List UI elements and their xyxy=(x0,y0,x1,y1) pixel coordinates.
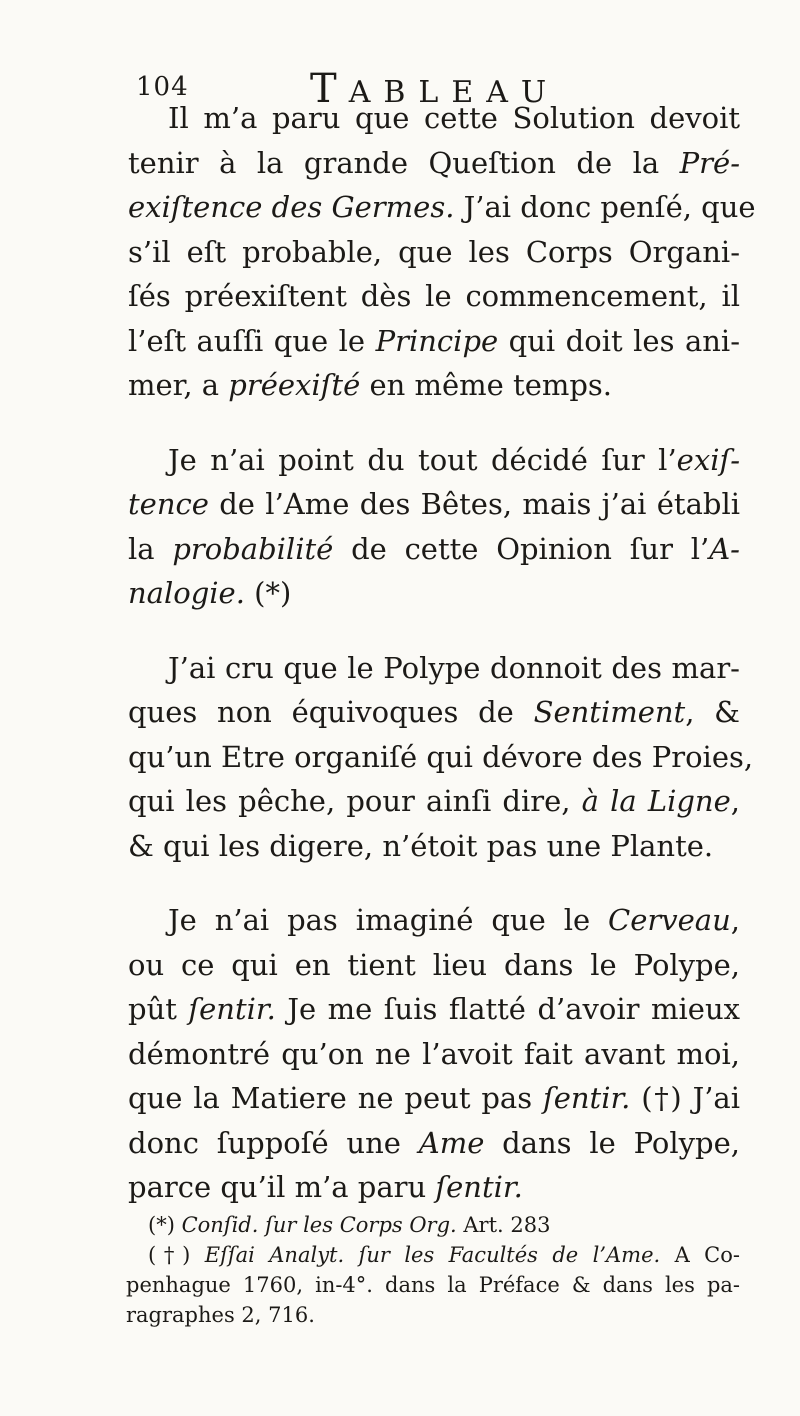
text-line: tence de l’Ame des Bêtes, mais j’ai établi xyxy=(128,487,740,521)
footnote-line: (*) Conſid. ſur les Corps Org. Art. 283 xyxy=(148,1213,551,1237)
text-line: tenir à la grande Queſtion de la Pré- xyxy=(128,145,740,180)
italic-run: Principe xyxy=(375,323,499,358)
page-number: 104 xyxy=(136,72,189,102)
text-line: mer, a préexiſté en même temps. xyxy=(128,368,613,402)
text-line: qui les pêche, pour ainſi dire, à la Ligne, xyxy=(128,784,740,818)
text-line: ſés préexiſtent dès le commencement, il xyxy=(128,279,740,313)
text-line: s’il eſt probable, que les Corps Organi- xyxy=(128,234,740,269)
text-line: Il m’a paru que cette Solution devoit xyxy=(168,101,740,135)
text-line: exiſtence des Germes. J’ai donc penſé, que xyxy=(128,190,756,224)
text-line: pût ſentir. Je me ſuis flatté d’avoir mieux xyxy=(128,992,740,1026)
italic-run: Sentiment xyxy=(533,695,686,729)
text-line: parce qu’il m’a paru ſentir. xyxy=(128,1170,523,1204)
text-line: qu’un Etre organiſé qui dévore des Proies, xyxy=(128,739,754,774)
text-line: J’ai cru que le Polype donnoit des mar- xyxy=(168,650,740,685)
italic-run: ſentir. xyxy=(435,1170,523,1204)
italic-run: A- xyxy=(709,531,740,566)
paragraph xyxy=(128,96,756,408)
italic-run: exiſtence des Germes. xyxy=(128,190,455,224)
text-line: l’eſt auſſi que le Principe qui doit les ani- xyxy=(128,323,740,358)
footnote xyxy=(148,1210,740,1240)
paragraph xyxy=(128,646,754,869)
italic-run: tence xyxy=(128,487,209,521)
running-head-rest: ABLEAU xyxy=(348,75,560,110)
paragraph xyxy=(128,898,740,1210)
body-text xyxy=(128,96,756,1240)
italic-run: exiſ- xyxy=(676,442,740,477)
italic-run: à la Ligne xyxy=(581,784,731,818)
text-line: Je n’ai point du tout décidé ſur l’exiſ- xyxy=(168,442,740,477)
italic-run: Pré- xyxy=(679,145,740,180)
footnotes xyxy=(126,1210,740,1330)
running-head-initial: T xyxy=(310,66,349,112)
footnote-line: ragraphes 2, 716. xyxy=(126,1303,315,1327)
text-line: nalogie. (*) xyxy=(128,576,292,610)
italic-run: ſentir. xyxy=(542,1081,631,1115)
text-line: démontré qu’on ne l’avoit fait avant moi, xyxy=(128,1036,740,1071)
footnote-line: (†) Eſſai Analyt. ſur les Facultés de l’Ame. A Co- xyxy=(148,1243,740,1267)
text-line: donc ſuppoſé une Ame dans le Polype, xyxy=(128,1125,740,1160)
italic-run: Conſid. ſur les Corps Org. xyxy=(181,1213,457,1237)
text-line: ou ce qui en tient lieu dans le Polype, xyxy=(128,947,740,982)
text-line: ques non équivoques de Sentiment, & xyxy=(128,695,740,729)
italic-run: Ame xyxy=(418,1125,485,1160)
footnote xyxy=(126,1240,740,1330)
italic-run: Cerveau xyxy=(608,903,731,937)
text-line: la probabilité de cette Opinion ſur l’A- xyxy=(128,531,740,566)
paragraph xyxy=(128,438,740,616)
text-line: & qui les digere, n’étoit pas une Plante. xyxy=(128,828,714,863)
italic-run: préexiſté xyxy=(228,368,361,402)
text-line: que la Matiere ne peut pas ſentir. (†) J’ai xyxy=(128,1081,740,1115)
italic-run: nalogie. xyxy=(128,576,245,610)
footnote-line: penhague 1760, in-4°. dans la Préface & dans les pa- xyxy=(126,1273,740,1297)
italic-run: probabilité xyxy=(172,531,334,566)
italic-run: ſentir. xyxy=(188,992,276,1026)
text-line: Je n’ai pas imaginé que le Cerveau, xyxy=(168,903,740,937)
italic-run: Eſſai Analyt. ſur les Facultés de l’Ame. xyxy=(204,1243,661,1267)
